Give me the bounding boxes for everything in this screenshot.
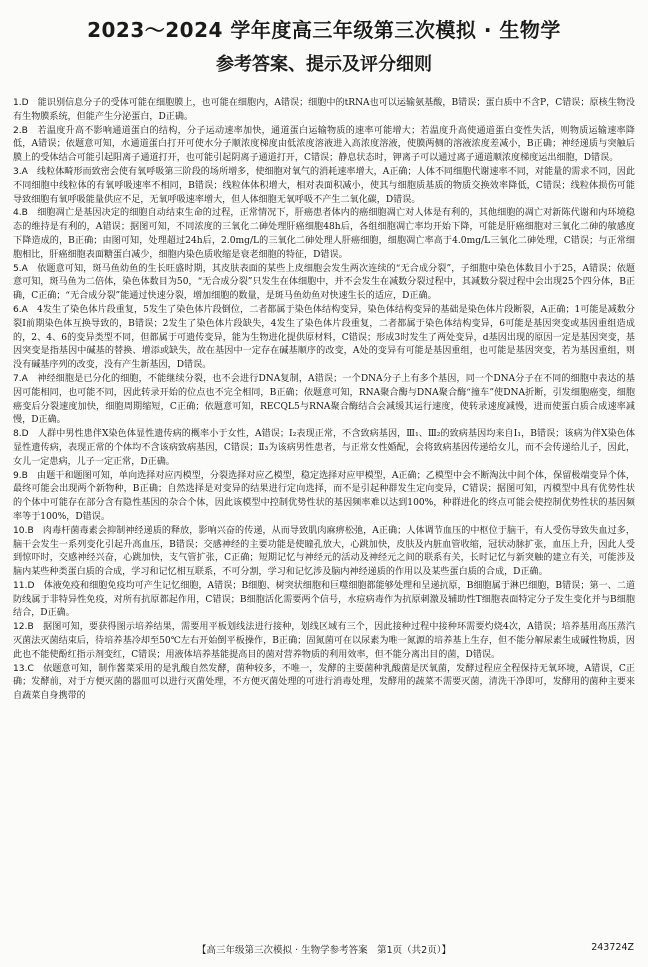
answer-explanation: 依题意可知，制作酱菜采用的是乳酸自然发酵，菌种较多，不唯一，发酵的主要菌种乳酸菌是厌氧菌，发酵过程应全程保持无氧环境，A错误，C正确；发酵前，对于方便灭菌的器皿可以进行灭菌处理，不方便灭菌处理的可进行消毒处理，发酵用的蔬菜不需要灭菌，清洗干净即可，发酵用的菌种主要来自蔬菜自身携带的 [13,663,635,702]
answer-number: 7.A [13,373,28,384]
answer-explanation: 细胞凋亡是基因决定的细胞自动结束生命的过程，正常情况下，肝癌患者体内的癌细胞凋亡对人体是有利的，其他细胞的凋亡对新陈代谢和内环境稳态的维持是有利的，A错误；据图可知，不同浓度的三氧化二砷处理肝癌细胞48h后，各组细胞凋亡率均开始下降，可能是肝癌细胞对三氧化二砷的敏感度下降造成的，B正确；由图可知，处理超过24h后，2.0mg/L的三氧化二砷处理人肝癌细胞，细胞凋亡率高于4.0mg/L三氧化二砷处理，C错误；与正常细胞相比，肝癌细胞表面糖蛋白减少，细胞内染色质收缩是衰老细胞的特征，D错误。 [13,208,635,260]
answer-explanation: 能识别信息分子的受体可能在细胞膜上，也可能在细胞内，A错误；细胞中的tRNA也可以运输氨基酸，B错误；蛋白质中不含P，C错误；原核生物没有生物膜系统，但能产生分泌蛋白，D正确。 [13,98,635,122]
answer-item [13,125,635,166]
answer-explanation: 神经细胞是已分化的细胞，不能继续分裂，也不会进行DNA复制，A错误；一个DNA分子上有多个基因，同一个DNA分子在不同的细胞中表达的基因可能相同，也可能不同，因此转录开始的位点也不完全相同，B正确；依题意可知，RNA聚合酶与DNA聚合酶“撞车”使DNA折断，引发细胞癌变，细胞癌变后分裂速度加快，细胞周期缩短，C正确；依题意可知，RECQL5与RNA聚合酶结合会减缓其运行速度，使转录速度减慢，进而使蛋白质合成速率减慢，D正确。 [13,373,635,426]
footer-label: 【高三年级第三次模拟 · 生物学参考答案 第1页（共2页）】 [197,945,451,956]
answer-item [13,525,635,580]
answer-explanation: 据图可知，要获得图示培养结果，需要用平板划线法进行接种，划线区域有三个，因此接种过程中接种环需要灼烧4次，A错误；培养基用高压蒸汽灭菌法灭菌结束后，待培养基冷却至50℃左右开始倒平板操作，B正确；固氮菌可在以尿素为唯一氮源的培养基上生存，但不能分解尿素生成碱性物质，因此也不能使酚红指示剂变红，C错误；用液体培养基能提高目的菌对营养物质的利用效率，但不能分离出目的菌，D错误。 [13,622,635,660]
answer-explanation: 若温度升高不影响通道蛋白的结构，分子运动速率加快，通道蛋白运输物质的速率可能增大；若温度升高使通道蛋白变性失活，则物质运输速率降低，A错误；依题意可知，水通道蛋白打开可使水分子顺浓度梯度由低浓度溶液进入高浓度溶液，使膜两侧的溶液浓度差减小，B正确；神经递质与突触后膜上的受体结合可能引起阳离子通道打开，也可能引起阴离子通道打开，C错误；静息状态时，钾离子可以通过离子通道顺浓度梯度运出细胞，D错误。 [13,125,635,164]
answer-number: 1.D [13,98,29,108]
answer-explanation: 4发生了染色体片段重复，5发生了染色体片段倒位，二者都属于染色体结构变异，染色体结构变异的基础是染色体片段断裂，A正确；1可能是减数分裂Ⅰ前期染色体互换导致的，B错误；2发生了染色体片段缺失，4发生了染色体片段重复，二者都属于染色体结构变异，6可能是基因突变或基因重组造成的，2、4、6的变异类型不同，但都属于可遗传变异，能为生物进化提供原材料，C错误；形成3时发生了两处变异，d基因出现的原因一定是基因突变，基因突变是指基因中碱基的替换、增添或缺失，故在基因中一定存在碱基顺序的改变，A处的变异有可能是基因重组，也可能是基因突变，若为基因重组，则没有碱基序列的改变，没有产生新基因，D错误。 [13,304,635,371]
answer-number: 10.B [13,525,34,536]
answer-explanation: 线粒体畸形而致密会使有氧呼吸第三阶段的场所增多，使细胞对氧气的消耗速率增大，A正确；人体不同细胞代谢速率不同，对能量的需求不同，因此不同细胞中线粒体的有氧呼吸速率不相同，B错误；线粒体体积增大，相对表面积减小，使其与细胞质基质的物质交换效率降低，C错误；线粒体损伤可能导致细胞有氧呼吸能量供应不足，无氧呼吸速率增大，但人体细胞无氧呼吸不产生二氧化碳，D错误。 [13,166,635,205]
answer-number: 12.B [13,622,34,633]
page-subtitle: 参考答案、提示及评分细则 [216,54,432,75]
answer-item [13,304,635,373]
answer-item [13,263,635,304]
answer-item [13,621,635,662]
answer-explanation: 人群中男性患伴X染色体显性遗传病的概率小于女性，A错误；Ⅰ₂表现正常，不含致病基因，Ⅲ₁、Ⅲ₂的致病基因均来自Ⅰ₁，B错误；该病为伴X染色体显性遗传病，表现正常的个体均不含该病致病基因，C错误；Ⅱ₃为该病男性患者，与正常女性婚配，会将致病基因传递给女儿，而不会传递给儿子，因此，女儿一定患病，儿子一定正常，D正确。 [13,429,635,467]
answer-item [13,373,635,428]
answer-number: 6.A [13,304,28,315]
answer-number: 5.A [13,263,28,274]
answer-item [13,470,635,525]
answer-number: 13.C [13,663,34,674]
answer-item [13,207,635,262]
answer-item [13,97,635,125]
answer-explanation: 体液免疫和细胞免疫均可产生记忆细胞，A错误；B细胞、树突状细胞和巨噬细胞都能够处理和呈递抗原，B细胞属于淋巴细胞，B错误；第一、二道防线属于非特异性免疫，对所有抗原都起作用，C错误；B细胞活化需要两个信号，水痘病毒作为抗原刺激及辅助性T细胞表面特定分子发生变化并与B细胞结合，D正确。 [13,580,635,619]
answer-explanation: 依题意可知，斑马鱼幼鱼的生长旺盛时期，其皮肤表面的某些上皮细胞会发生两次连续的“无合成分裂”，子细胞中染色体数目小于25，A错误；依题意可知，斑马鱼为二倍体，染色体数目为50，“无合成分裂”只发生在体细胞中，并不会发生在减数分裂过程中，其减数分裂过程中会出现25个四分体，B正确，C正确；“无合成分裂”能通过快速分裂，增加细胞的数量，是斑马鱼幼鱼对快速生长的适应，D正确。 [13,263,635,302]
answer-number: 9.B [13,470,28,481]
answer-item [13,428,635,469]
answer-number: 3.A [13,166,28,177]
answer-item [13,663,635,704]
answer-number: 4.B [13,208,28,219]
answer-item [13,166,635,207]
answer-explanation: 肉毒杆菌毒素会抑制神经递质的释放，影响兴奋的传递，从而导致肌肉麻痹松弛，A正确；人体调节血压的中枢位于脑干，有人受伤导致失血过多，脑干会发生一系列变化引起升高血压，B错误；交感神经的主要功能是使瞳孔放大，心跳加快，皮肤及内脏血管收缩，冠状动脉扩张，血压上升，因此人受到惊吓时，交感神经兴奋，心跳加快，支气管扩张，C正确；短期记忆与神经元的活动及神经元之间的联系有关，长时记忆与新突触的建立有关，可能涉及脑内某些种类蛋白质的合成，学习和记忆相互联系，不可分割，学习和记忆涉及脑内神经递质的作用以及某些蛋白质的合成，D正确。 [13,525,635,578]
page-footer [0,942,648,956]
answer-list [13,97,635,935]
answer-explanation: 由题干和题图可知，单向选择对应丙模型，分裂选择对应乙模型，稳定选择对应甲模型，A正确；乙模型中会不断淘汰中间个体，保留极端变异个体，最终可能会出现两个新物种，B正确；自然选择是对变异的结果进行定向选择，而不是引起种群发生定向变异，C错误；据图可知，丙模型中具有优势性状的个体中可能存在部分含有隐性基因的杂合个体，因此该模型中控制优势性状的基因频率难以达到100%，种群进化的终点可能会使控制优势性状的基因频率等于100%，D错误。 [13,470,635,522]
page-title: 2023～2024 学年度高三年级第三次模拟 · 生物学 [87,18,561,42]
answer-number: 8.D [13,429,29,440]
answer-number: 11.D [13,580,35,591]
answer-item [13,580,635,621]
answer-number: 2.B [13,125,28,136]
footer-code: 243724Z [591,942,634,953]
